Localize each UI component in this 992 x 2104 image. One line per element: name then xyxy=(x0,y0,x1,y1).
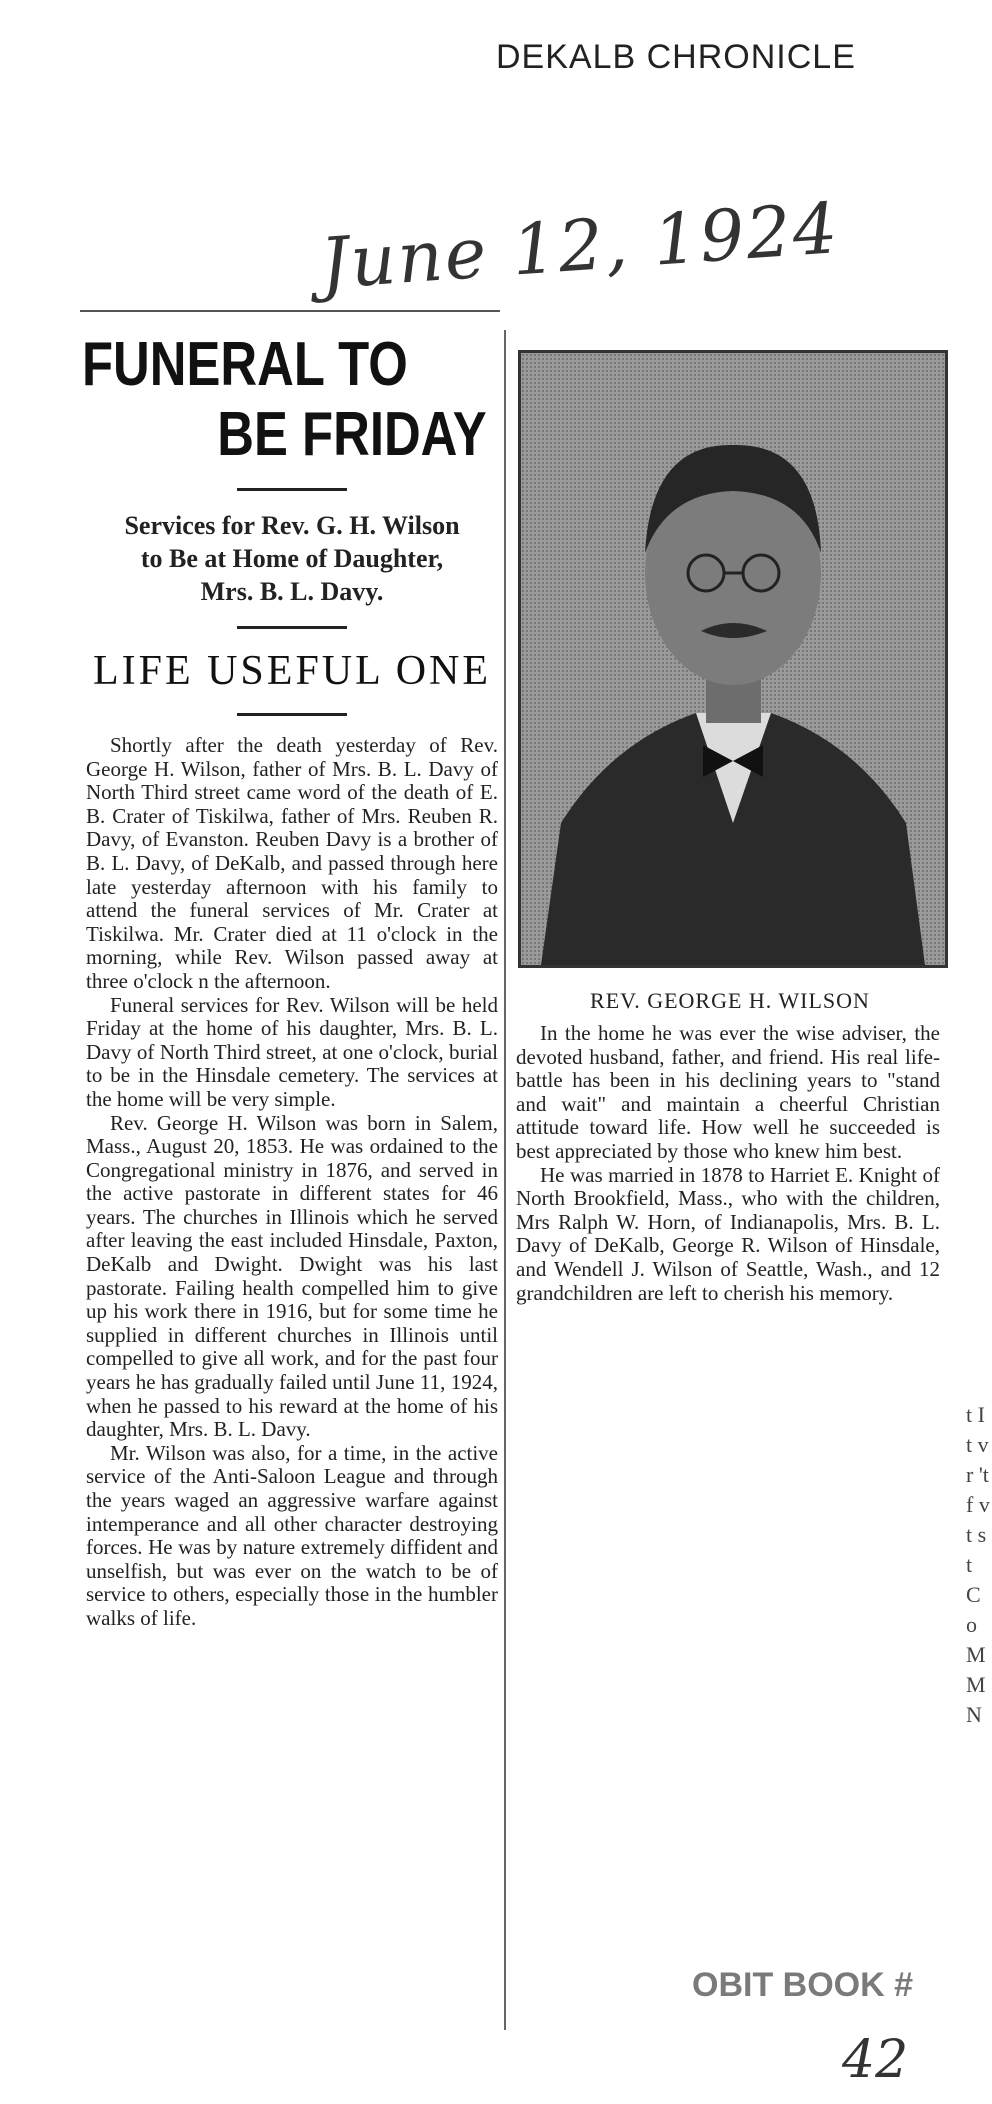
subheadline: LIFE USEFUL ONE xyxy=(92,648,492,694)
headline-line-1: FUNERAL TO xyxy=(82,330,408,399)
adjacent-column-fragment: t I t v r 't f v t s t C o M M N xyxy=(966,1402,990,1727)
article-paragraph: Funeral services for Rev. Wilson will be held Friday at the home of his daughter, Mrs. B. L. Davy of North Third street, at one o'clock, burial to be in the Hinsdale cemetery. The services at the home will be very simple. xyxy=(86,992,498,1111)
portrait-photo xyxy=(518,350,948,968)
article-paragraph: He was married in 1878 to Harriet E. Knight of North Brookfield, Mass., who with the children, Mrs Ralph W. Horn, of Indianapolis, Mrs. B. L. Davy of DeKalb, George R. Wilson of Hinsdale, and Wendell J. Wilson of Seattle, Wash., and 12 grandchildren are left to cherish his memory. xyxy=(516,1162,940,1305)
obit-book-stamp: OBIT BOOK # xyxy=(692,1966,914,2004)
handwritten-number: 42 xyxy=(842,2030,909,2090)
deck-line-2: to Be at Home of Daughter, xyxy=(140,544,444,573)
article-paragraph: Mr. Wilson was also, for a time, in the active service of the Anti-Saloon League and through the years waged an aggressive warfare against intemperance and all other character destroying forces. He was by nature extremely diffident and unselfish, but was ever on the watch to be of service to others, especially those in the humbler walks of life. xyxy=(86,1440,498,1630)
portrait-illustration xyxy=(521,353,945,965)
article-paragraph: Shortly after the death yesterday of Rev. George H. Wilson, father of Mrs. B. L. Davy of North Third street came word of the death of E. B. Crater of Tiskilwa, father of Mrs. Reuben R. Davy, of Evanston. Reuben Davy is a brother of B. L. Davy, of DeKalb, and passed through here late yesterday afternoon with his family to attend the funeral services of Mr. Crater at Tiskilwa. Mr. Crater died at 11 o'clock in the morning, while Rev. Wilson passed away at three o'clock n the afternoon. xyxy=(86,733,498,993)
photo-caption: REV. GEORGE H. WILSON xyxy=(590,988,870,1013)
deck-line-1: Services for Rev. G. H. Wilson xyxy=(124,511,460,540)
article-paragraph: Rev. George H. Wilson was born in Salem, Mass., August 20, 1853. He was ordained to the Congregational ministry in 1876, and served in the active pastorate in different states for 46 years. The churches in Illinois which he served after leaving the east included Hinsdale, Paxton, DeKalb and Dwight. Dwight was his last pastorate. Failing health compelled him to give up his work there in 1916, but for some time he supplied in different churches in Illinois until compelled to give all work, and for the past four years he has gradually failed until June 11, 1924, when he passed to his reward at the home of his daughter, Mrs. B. L. Davy. xyxy=(86,1110,498,1442)
headline-rule xyxy=(237,488,347,491)
masthead: DEKALB CHRONICLE xyxy=(496,38,856,76)
clipping-top-rule xyxy=(80,310,500,312)
subhead-rule xyxy=(237,713,347,716)
deck-line-3: Mrs. B. L. Davy. xyxy=(200,577,384,606)
deck-rule xyxy=(237,626,347,629)
article-continued xyxy=(512,1022,944,1305)
article-left-column xyxy=(82,330,502,1631)
article-body xyxy=(82,734,502,1631)
headline-line-2: BE FRIDAY xyxy=(217,400,487,469)
article-paragraph: In the home he was ever the wise adviser, the devoted husband, father, and friend. His real life-battle has been in his declining years to "stand and wait" and maintain a cheerful Christian attitude toward life. How well he succeeded is best appreciated by those who knew him best. xyxy=(516,1021,940,1163)
column-divider xyxy=(504,330,506,2030)
deck xyxy=(82,509,502,608)
handwritten-date: June 12, 1924 xyxy=(317,186,842,306)
